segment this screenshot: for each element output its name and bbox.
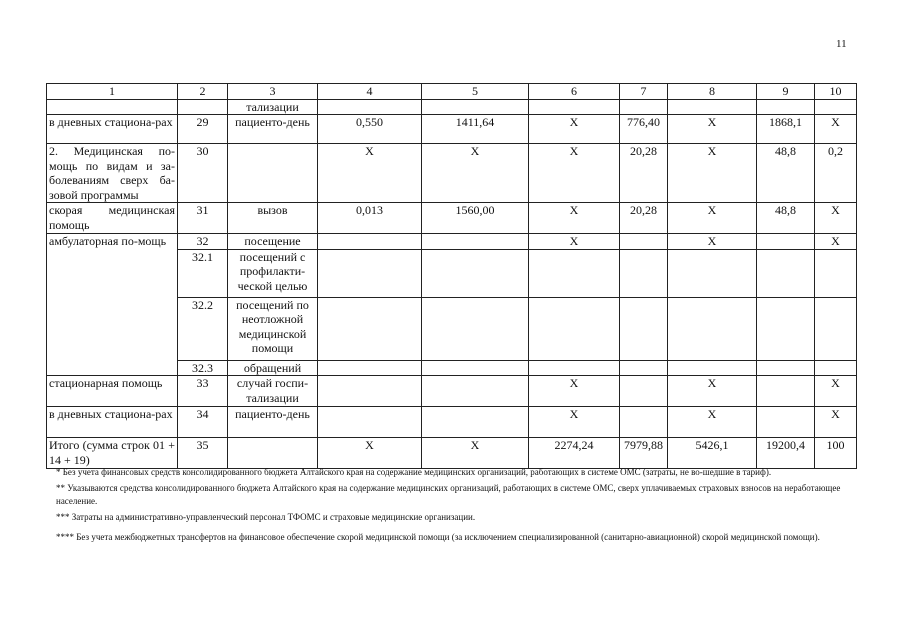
cell-value: Х [668,234,757,250]
cell-value: Х [815,203,857,234]
cell-value: Х [668,144,757,203]
cell-label: амбулаторная по-мощь [47,234,178,376]
cell-unit: посещений с профилакти-ческой целью [228,249,318,297]
cell-code: 35 [178,438,228,469]
cell-value: Х [815,234,857,250]
header-cell: 7 [620,84,668,100]
cell-value: Х [529,234,620,250]
cell-code: 29 [178,115,228,144]
footnote: *** Затраты на административно-управленческий персонал ТФОМС и страховые медицинские организации. [56,512,476,522]
table-row [47,407,857,438]
cell-label: в дневных стациона-рах [47,115,178,144]
cell [318,407,422,438]
cell-value: Х [529,407,620,438]
header-cell: 4 [318,84,422,100]
table-row [47,203,857,234]
cell-code: 31 [178,203,228,234]
cell [529,360,620,376]
cell-value: 1868,1 [757,115,815,144]
data-table [46,83,857,469]
cell-unit: пациенто-день [228,407,318,438]
cell [529,99,620,115]
cell-label: Итого (сумма строк 01 + 14 + 19) [47,438,178,469]
cell [529,249,620,297]
cell-unit [228,438,318,469]
cell [422,360,529,376]
cell-value: 20,28 [620,144,668,203]
cell-value: Х [815,376,857,407]
cell-value: Х [668,407,757,438]
cell-unit: случай госпи-тализации [228,376,318,407]
cell-code: 34 [178,407,228,438]
table-row [47,115,857,144]
cell-unit: обращений [228,360,318,376]
cell-value: Х [668,115,757,144]
cell [47,99,178,115]
cell [757,249,815,297]
header-cell: 6 [529,84,620,100]
table-row [47,144,857,203]
cell [757,297,815,360]
header-cell: 2 [178,84,228,100]
cell-unit: тализации [228,99,318,115]
cell [318,99,422,115]
cell [318,234,422,250]
cell [422,376,529,407]
cell [178,99,228,115]
cell-code: 32.2 [178,297,228,360]
cell-value: Х [529,144,620,203]
cell-code: 30 [178,144,228,203]
cell-value: 20,28 [620,203,668,234]
cell-value: Х [318,144,422,203]
header-cell: 3 [228,84,318,100]
cell [757,234,815,250]
footnotes [56,466,846,544]
cell-label: в дневных стациона-рах [47,407,178,438]
cell-value: 1411,64 [422,115,529,144]
cell-value: 1560,00 [422,203,529,234]
table-row [47,99,857,115]
cell [620,376,668,407]
cell-value: 0,2 [815,144,857,203]
cell-value: 2274,24 [529,438,620,469]
header-cell: 5 [422,84,529,100]
cell [620,249,668,297]
cell-value: Х [422,144,529,203]
total-row [47,438,857,469]
cell-value: 0,550 [318,115,422,144]
cell [620,407,668,438]
cell-value: 7979,88 [620,438,668,469]
cell [620,360,668,376]
cell-unit: посещений по неотложной медицинской помощи [228,297,318,360]
cell-code: 32 [178,234,228,250]
cell-value: 19200,4 [757,438,815,469]
cell [815,297,857,360]
cell-value: 48,8 [757,144,815,203]
cell-unit: пациенто-день [228,115,318,144]
cell-value: Х [529,203,620,234]
cell-value: Х [815,115,857,144]
cell [668,360,757,376]
cell-unit [228,144,318,203]
header-cell: 1 [47,84,178,100]
header-cell: 9 [757,84,815,100]
cell-code: 32.1 [178,249,228,297]
cell-label: скорая медицинская помощь [47,203,178,234]
footnote: **** Без учета межбюджетных трансфертов на финансовое обеспечение скорой медицинской помощи (за исключением специализированной (санитарно-авиационной) скорой медицинской помощи). [56,532,820,542]
cell [757,99,815,115]
cell-value: Х [529,115,620,144]
cell-value: Х [529,376,620,407]
cell [620,99,668,115]
cell [757,360,815,376]
cell [318,376,422,407]
cell [529,297,620,360]
cell-value: 0,013 [318,203,422,234]
cell-code: 33 [178,376,228,407]
cell [318,297,422,360]
cell [757,376,815,407]
cell-value: 100 [815,438,857,469]
table-row [47,376,857,407]
cell-value: Х [668,376,757,407]
cell [422,407,529,438]
table-row [47,234,857,250]
cell [318,249,422,297]
cell [422,99,529,115]
cell [668,297,757,360]
cell-value: Х [668,203,757,234]
cell-value: Х [318,438,422,469]
cell-label: стационарная помощь [47,376,178,407]
cell [668,249,757,297]
cell [620,234,668,250]
cell [422,234,529,250]
cell-value: 776,40 [620,115,668,144]
header-cell: 10 [815,84,857,100]
cell [757,407,815,438]
footnote: ** Указываются средства консолидированного бюджета Алтайского края на содержание медицинских организаций, работающих в системе ОМС, сверх уплачиваемых страховых взносов на неработающее население. [56,483,841,506]
cell-value: Х [422,438,529,469]
cell [815,360,857,376]
cell-unit: вызов [228,203,318,234]
footnote: * Без учета финансовых средств консолидированного бюджета Алтайского края на содержание медицинских организаций, работающих в системе ОМС (затраты, не во-шедшие в тариф). [56,467,772,477]
cell-label: 2. Медицинская по-мощь по видам и за-болеваниям сверх ба-зовой программы [47,144,178,203]
cell-value: Х [815,407,857,438]
cell [620,297,668,360]
cell-value: 5426,1 [668,438,757,469]
cell-value: 48,8 [757,203,815,234]
cell [668,99,757,115]
header-cell: 8 [668,84,757,100]
cell-unit: посещение [228,234,318,250]
page-number: 11 [836,38,847,50]
cell [422,249,529,297]
cell-code: 32.3 [178,360,228,376]
header-row [47,84,857,100]
cell [815,249,857,297]
cell [422,297,529,360]
cell [815,99,857,115]
cell [318,360,422,376]
